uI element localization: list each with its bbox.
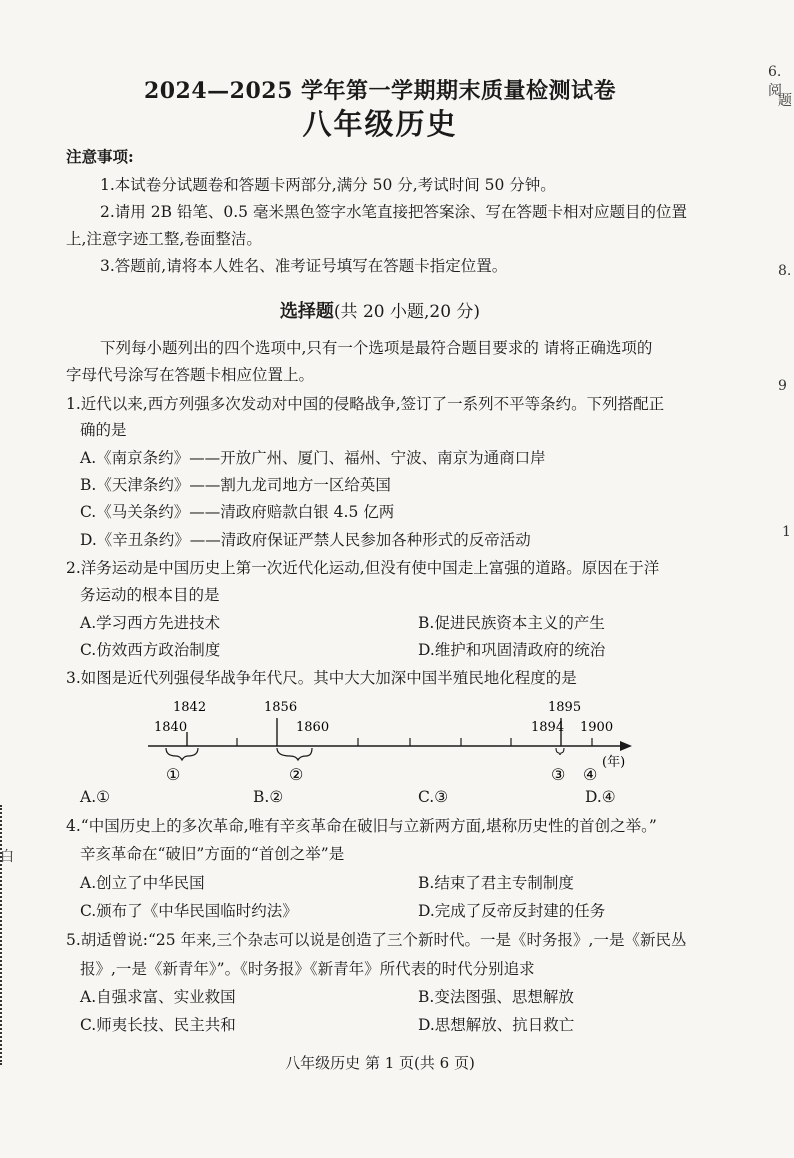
q1-option-a: A.《南京条约》——开放广州、厦门、福州、宁波、南京为通商口岸 xyxy=(80,449,546,467)
q5-option-c: C.师夷长技、民主共和 xyxy=(80,1016,236,1034)
q5-stem-2: 报》,一是《新青年》”。《时务报》《新青年》所代表的时代分别追求 xyxy=(80,960,535,978)
brace-3 xyxy=(556,748,564,755)
section-desc: (共 20 小题,20 分) xyxy=(333,302,481,322)
marker-2: ② xyxy=(289,765,304,784)
year-1840: 1840 xyxy=(154,720,188,735)
q5-option-b: B.变法图强、思想解放 xyxy=(418,988,574,1006)
note-1: 1.本试卷分试题卷和答题卡两部分,满分 50 分,考试时间 50 分钟。 xyxy=(100,176,556,194)
q2-stem-1: 2.洋务运动是中国历史上第一次近代化运动,但没有使中国走上富强的道路。原因在于洋 xyxy=(66,559,660,577)
instruction-2: 字母代号涂写在答题卡相应位置上。 xyxy=(66,366,315,384)
edge-fragment-1: 6.阅 xyxy=(768,64,782,99)
section-name: 选择题 xyxy=(279,301,334,322)
q3-option-b: B.② xyxy=(253,788,284,806)
q4-option-b: B.结束了君主专制制度 xyxy=(418,874,574,892)
edge-fragment-2: 题 xyxy=(778,93,792,109)
notes-heading: 注意事项: xyxy=(66,147,134,166)
note-2b: 上,注意字迹工整,卷面整洁。 xyxy=(66,230,262,248)
year-unit: (年) xyxy=(602,755,626,770)
q1-option-c: C.《马关条约》——清政府赔款白银 4.5 亿两 xyxy=(80,503,395,521)
year-1842: 1842 xyxy=(173,700,207,715)
q4-stem-1: 4.“中国历史上的多次革命,唯有辛亥革命在破旧与立新两方面,堪称历史性的首创之举。” xyxy=(66,817,657,835)
subject-title: 八年级历史 xyxy=(302,107,458,141)
timeline-arrow xyxy=(620,741,632,751)
war-timeline xyxy=(140,694,660,786)
q1-option-d: D.《辛丑条约》——清政府保证严禁人民参加各种形式的反帝活动 xyxy=(80,531,531,549)
q3-option-c: C.③ xyxy=(418,788,449,806)
q2-stem-2: 务运动的根本目的是 xyxy=(80,586,220,604)
binding-margin-dots xyxy=(0,805,5,1065)
year-1894: 1894 xyxy=(531,720,565,735)
brace-1 xyxy=(166,748,198,760)
note-2a: 2.请用 2B 铅笔、0.5 毫米黑色签字水笔直接把答案涂、写在答题卡相对应题目的位置 xyxy=(100,203,687,221)
year-1860: 1860 xyxy=(296,720,330,735)
exam-title: 2024—2025 学年第一学期期末质量检测试卷 xyxy=(143,78,617,104)
q2-option-d: D.维护和巩固清政府的统治 xyxy=(418,641,606,659)
q5-option-d: D.思想解放、抗日救亡 xyxy=(418,1016,575,1034)
year-1856: 1856 xyxy=(264,700,298,715)
q1-option-b: B.《天津条约》——割九龙司地方一区给英国 xyxy=(80,476,391,494)
page-footer: 八年级历史 第 1 页(共 6 页) xyxy=(285,1054,475,1072)
year-1900: 1900 xyxy=(580,720,614,735)
q2-option-a: A.学习西方先进技术 xyxy=(80,614,221,632)
section-heading xyxy=(0,297,760,323)
edge-fragment-5: 1 xyxy=(782,524,791,540)
q3-option-a: A.① xyxy=(80,788,111,806)
q4-option-a: A.创立了中华民国 xyxy=(80,874,205,892)
marker-4: ④ xyxy=(583,765,598,784)
q3-option-d: D.④ xyxy=(585,788,616,806)
q1-stem-2: 确的是 xyxy=(80,421,127,439)
note-3: 3.答题前,请将本人姓名、准考证号填写在答题卡指定位置。 xyxy=(100,257,508,275)
instruction-1: 下列每小题列出的四个选项中,只有一个选项是最符合题目要求的 请将正确选项的 xyxy=(100,339,653,357)
marker-3: ③ xyxy=(551,765,566,784)
q4-stem-2: 辛亥革命在“破旧”方面的“首创之举”是 xyxy=(80,845,345,863)
q1-stem-1: 1.近代以来,西方列强多次发动对中国的侵略战争,签订了一系列不平等条约。下列搭配正 xyxy=(66,395,665,413)
binding-margin-char: 白 xyxy=(0,849,14,865)
edge-fragment-4: 9 xyxy=(778,378,787,394)
year-1895: 1895 xyxy=(548,700,582,715)
q4-option-c: C.颁布了《中华民国临时约法》 xyxy=(80,902,298,920)
marker-1: ① xyxy=(166,765,181,784)
edge-fragment-3: 8. xyxy=(778,263,792,279)
q4-option-d: D.完成了反帝反封建的任务 xyxy=(418,902,606,920)
q2-option-c: C.仿效西方政治制度 xyxy=(80,641,221,659)
q5-option-a: A.自强求富、实业救国 xyxy=(80,988,236,1006)
q3-stem: 3.如图是近代列强侵华战争年代尺。其中大大加深中国半殖民地化程度的是 xyxy=(66,669,577,687)
brace-2 xyxy=(277,748,312,760)
q5-stem-1: 5.胡适曾说:“25 年来,三个杂志可以说是创造了三个新时代。一是《时务报》,一是《新民丛 xyxy=(66,931,687,949)
q2-option-b: B.促进民族资本主义的产生 xyxy=(418,614,605,632)
